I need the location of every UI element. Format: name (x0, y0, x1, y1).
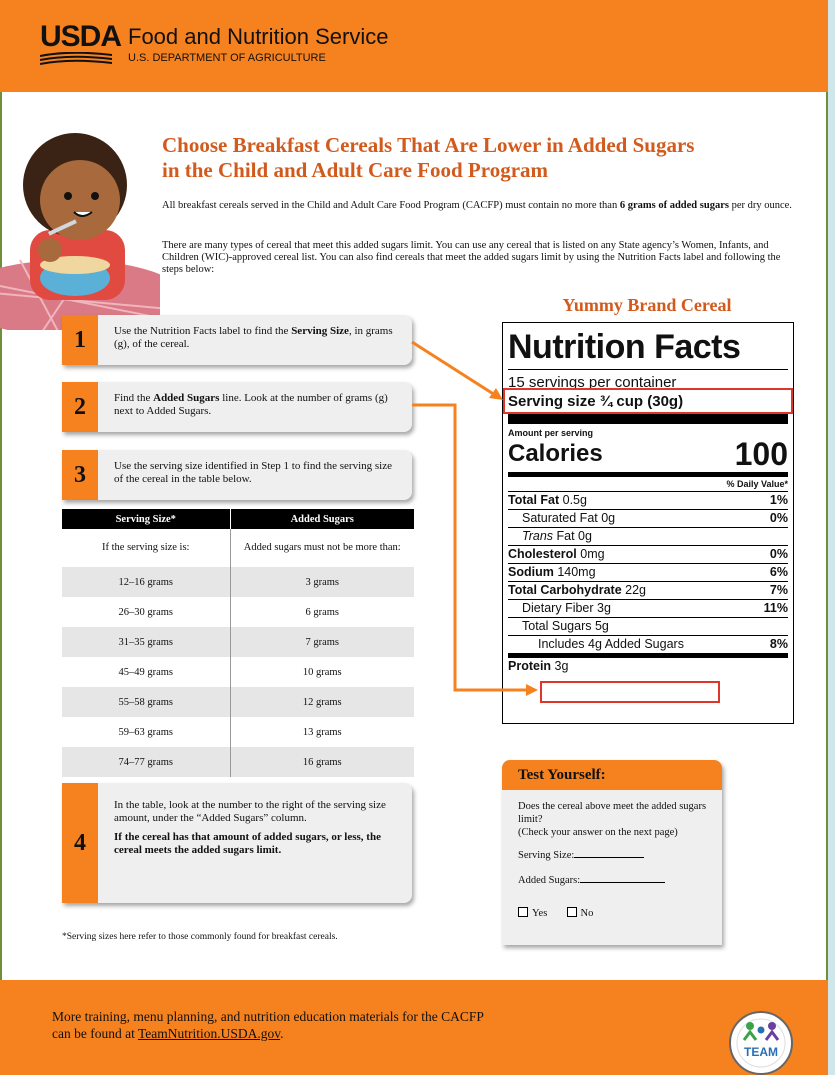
team-logo-text: TEAM (744, 1045, 778, 1059)
step-2-text: Find the Added Sugars line. Look at the number of grams (g) next to Added Sugars. (114, 392, 388, 417)
step-4-text: In the table, look at the number to the right of the serving size amount, under the “Added Sugars” column. If the cereal has that amount of added sugars, or less, the cereal meets the added sugars limit. (114, 799, 386, 856)
table-footnote: *Serving sizes here refer to those commonly found for breakfast cereals. (62, 932, 338, 942)
nutrition-facts-title: Nutrition Facts (508, 328, 741, 366)
table-header-added-sugars: Added Sugars (230, 509, 414, 529)
footer-text: More training, menu planning, and nutrition education materials for the CACFP can be found at TeamNutrition.USDA.gov. (52, 1009, 484, 1041)
test-yourself-box (502, 760, 722, 945)
serving-size-field-label: Serving Size: (518, 850, 575, 861)
nutrient-row: Protein 3g (508, 653, 788, 675)
serving-size-highlight (503, 388, 793, 414)
amount-per-serving: Amount per serving (508, 428, 594, 438)
step-4-number: 4 (62, 783, 98, 903)
team-nutrition-link[interactable]: TeamNutrition.USDA.gov (137, 1026, 281, 1041)
daily-value-header: % Daily Value* (726, 479, 788, 489)
nutrient-row: Dietary Fiber 3g 11% (508, 599, 788, 617)
step-3-box (62, 450, 412, 500)
page-title (162, 133, 812, 183)
step-3-text: Use the serving size identified in Step 1 to find the serving size of the cereal in the table below. (114, 460, 392, 485)
table-row: 12–16 grams 3 grams (62, 567, 414, 597)
added-sugars-highlight (540, 681, 720, 703)
brand-name: Yummy Brand Cereal (562, 295, 732, 315)
nutrient-row: Cholesterol 0mg 0% (508, 547, 788, 561)
step-2-number: 2 (62, 382, 98, 432)
serving-size-answer-line[interactable] (574, 857, 644, 858)
serving-size-line: Serving size ¾ cup (30g) (508, 393, 684, 410)
no-label: No (580, 908, 594, 919)
step-1-box (62, 315, 412, 365)
table-row: 55–58 grams 12 grams (62, 687, 414, 717)
test-yourself-heading: Test Yourself: (502, 760, 722, 790)
team-nutrition-logo-icon (728, 1010, 794, 1076)
header-banner (0, 0, 828, 92)
agency-name: Food and Nutrition Service (128, 24, 389, 49)
serving-size-table (62, 509, 414, 777)
step-4-box (62, 783, 412, 903)
no-checkbox[interactable] (567, 907, 577, 917)
table-row: 26–30 grams 6 grams (62, 597, 414, 627)
added-sugars-row: Includes 4g Added Sugars 8% (508, 635, 788, 653)
table-subheader-row: If the serving size is: Added sugars must not be more than: (62, 529, 414, 567)
nutrient-row: Sodium 140mg 6% (508, 565, 788, 579)
servings-per-container: 15 servings per container (508, 374, 677, 391)
intro-paragraph-2: There are many types of cereal that meet this added sugars limit. You can use any cereal that is listed on any State agency’s Women, Infants, and Children (WIC)-approved cereal list. You can also find cereals that meet the added sugars limit by using the Nutrition Facts label and following the steps below: (162, 240, 781, 275)
nutrient-row: Saturated Fat 0g 0% (508, 509, 788, 527)
step-2-box (62, 382, 412, 432)
test-question: Does the cereal above meet the added sugars limit? (518, 801, 707, 825)
table-row: 74–77 grams 16 grams (62, 747, 414, 777)
nutrition-facts-label (502, 322, 794, 724)
nutrient-row: Total Sugars 5g (508, 617, 788, 635)
table-row: 45–49 grams 10 grams (62, 657, 414, 687)
table-row: 59–63 grams 13 grams (62, 717, 414, 747)
department-name: U.S. DEPARTMENT OF AGRICULTURE (128, 52, 326, 64)
added-sugars-answer-line[interactable] (580, 882, 665, 883)
added-sugars-field-label: Added Sugars: (518, 875, 581, 886)
nutrient-row: Total Carbohydrate 22g 7% (508, 583, 788, 597)
yes-checkbox[interactable] (518, 907, 528, 917)
title-line-1: Choose Breakfast Cereals That Are Lower in Added Sugars (162, 133, 695, 157)
table-header-serving-size: Serving Size* (62, 509, 230, 529)
calories-line: Calories 100 (508, 436, 788, 472)
nutrient-row: Total Fat 0.5g 1% (508, 493, 788, 507)
test-note: (Check your answer on the next page) (518, 827, 678, 838)
usda-swoosh-icon (40, 52, 112, 66)
yes-label: Yes (532, 908, 548, 919)
step-1-text: Use the Nutrition Facts label to find the Serving Size, in grams (g), of the cereal. (114, 325, 393, 350)
child-eating-cereal-illustration (0, 120, 160, 330)
step-3-number: 3 (62, 450, 98, 500)
title-line-2: in the Child and Adult Care Food Program (162, 158, 549, 182)
intro-paragraph-1: All breakfast cereals served in the Child and Adult Care Food Program (CACFP) must contain no more than 6 grams of added sugars per dry ounce. (162, 200, 792, 211)
nutrient-row: Trans Fat 0g (508, 527, 788, 545)
table-row: 31–35 grams 7 grams (62, 627, 414, 657)
step-1-number: 1 (62, 315, 98, 365)
right-edge-strip (828, 0, 835, 1075)
usda-logo: USDA (40, 20, 122, 53)
